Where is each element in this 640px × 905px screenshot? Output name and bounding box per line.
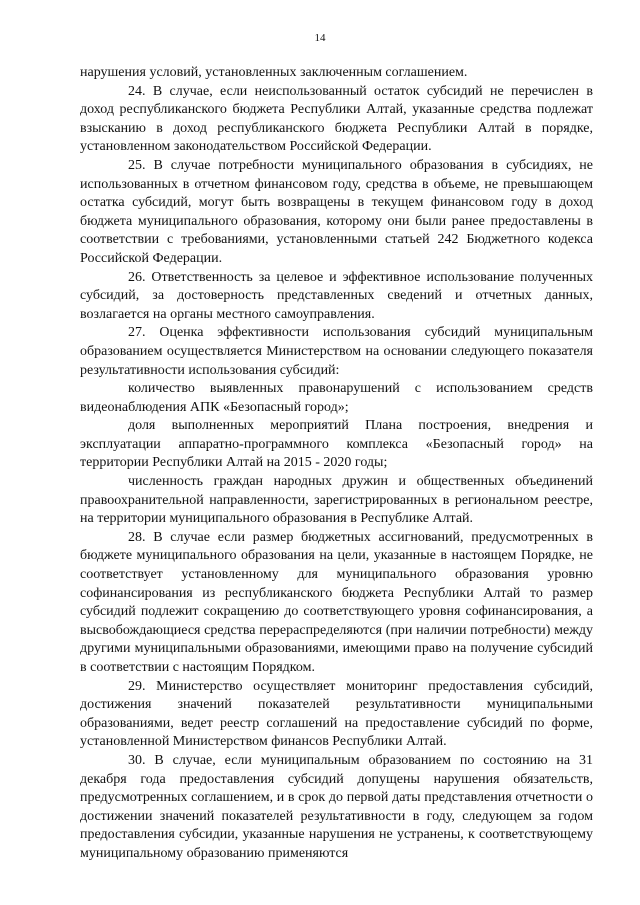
document-body [80, 64, 593, 864]
paragraph-27-indicator-1: количество выявленных правонарушений с использованием средств видеонаблюдения АПК «Безопасный город»; [80, 381, 593, 415]
paragraph-30: 30. В случае, если муниципальным образованием по состоянию на 31 декабря года предоставления субсидий допущены нарушения обязательств, предусмотренных соглашением, и в срок до первой даты представления отчетности о достижении значений показателей результативности в году, следующем за годом предоставления субсидии, указанные нарушения не устранены, к соответствующему муниципальному образованию применяются [80, 752, 593, 861]
paragraph-24: 24. В случае, если неиспользованный остаток субсидий не перечислен в доход республиканского бюджета Республики Алтай, указанные средства подлежат взысканию в доход республиканского бюджета Республики Алтай в порядке, установленном законодательством Российской Федерации. [80, 83, 593, 155]
paragraph-29: 29. Министерство осуществляет мониторинг предоставления субсидий, достижения значений показателей результативности муниципальными образованиями, ведет реестр соглашений на предоставление субсидий по форме, установленной Министерством финансов Республики Алтай. [80, 678, 593, 750]
paragraph-27: 27. Оценка эффективности использования субсидий муниципальным образованием осуществляется Министерством на основании следующего показателя результативности использования субсидий: [80, 325, 593, 378]
paragraph-26: 26. Ответственность за целевое и эффективное использование полученных субсидий, за достоверность представленных сведений и отчетных данных, возлагается на органы местного самоуправления. [80, 269, 593, 322]
paragraph-27-indicator-2: доля выполненных мероприятий Плана построения, внедрения и эксплуатации аппаратно-программного комплекса «Безопасный город» на территории Республики Алтай на 2015 - 2020 годы; [80, 418, 593, 471]
page-number: 14 [314, 32, 326, 44]
paragraph-25: 25. В случае потребности муниципального образования в субсидиях, не использованных в отчетном финансовом году, средства в объеме, не превышающем остатка субсидий, могут быть возвращены в текущем финансовом году в доход бюджета муниципального образования, которому они были ранее предоставлены в соответствии с требованиями, установленными статьей 242 Бюджетного кодекса Российской Федерации. [80, 157, 593, 266]
paragraph-27-indicator-3: численность граждан народных дружин и общественных объединений правоохранительной направленности, зарегистрированных в региональном реестре, на территории муниципального образования в Республике Алтай. [80, 474, 593, 527]
paragraph-continuation: нарушения условий, установленных заключенным соглашением. [80, 65, 468, 80]
paragraph-28: 28. В случае если размер бюджетных ассигнований, предусмотренных в бюджете муниципального образования на цели, указанные в настоящем Порядке, не соответствует установленному для муниципального образования уровню софинансирования из республиканского бюджета Республики Алтай то размер субсидий подлежит сокращению до соответствующего уровня софинансирования, а высвобождающиеся средства перераспределяются (при наличии потребности) между другими муниципальными образованиями, имеющими право на получение субсидий в соответствии с настоящим Порядком. [80, 529, 593, 675]
